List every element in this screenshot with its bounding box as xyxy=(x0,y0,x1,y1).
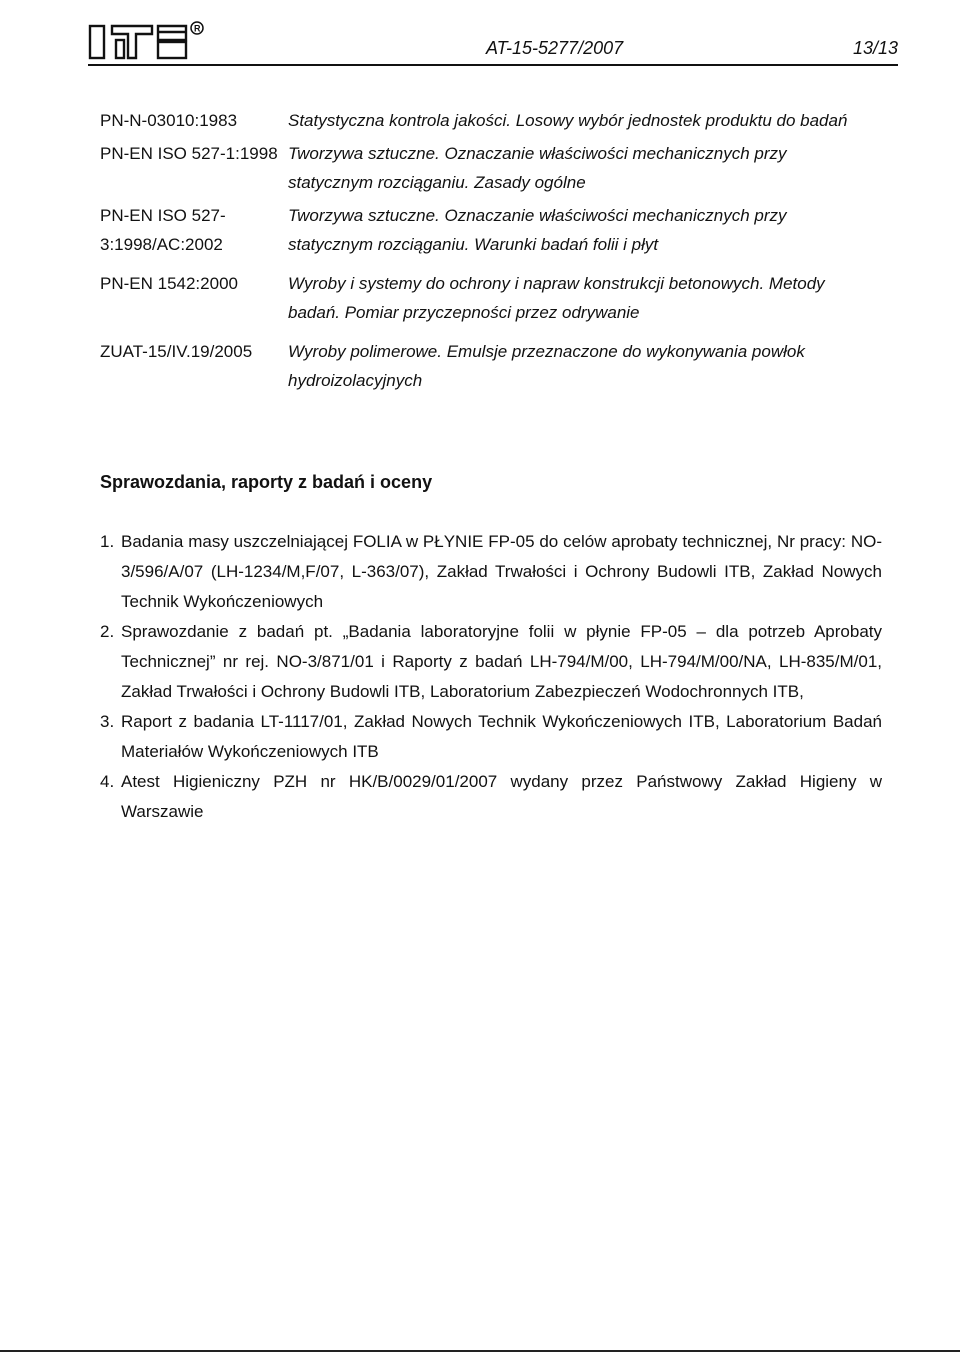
page-number: 13/13 xyxy=(852,38,898,58)
report-text: Raport z badania LT-1117/01, Zakład Nowych Technik Wykończeniowych ITB, Laboratorium Badań Materiałów Wykończeniowych ITB xyxy=(121,712,882,761)
report-text: Badania masy uszczelniającej FOLIA w PŁYNIE FP-05 do celów aprobaty technicznej, Nr pracy: NO-3/596/A/07 (LH-1234/M,F/07, L-363/07), Zakład Trwałości i Ochrony Budowli ITB, Zakład Nowych Technik Wykończeniowych xyxy=(121,532,882,611)
standard-code: PN-N-03010:1983 xyxy=(100,111,238,130)
report-number: 3. xyxy=(100,712,115,731)
standard-entry xyxy=(100,337,860,395)
reports-list xyxy=(100,527,882,827)
report-item xyxy=(100,527,882,617)
standard-description: Wyroby polimerowe. Emulsje przeznaczone do wykonywania powłok hydroizolacyjnych xyxy=(288,342,805,390)
standard-code: PN-EN 1542:2000 xyxy=(100,274,238,293)
standard-description: Tworzywa sztuczne. Oznaczanie właściwości mechanicznych przy statycznym rozciąganiu. Zasady ogólne xyxy=(288,144,787,192)
report-number: 1. xyxy=(100,532,115,551)
report-text: Sprawozdanie z badań pt. „Badania laboratoryjne folii w płynie FP-05 – dla potrzeb Aprobaty Technicznej” nr rej. NO-3/871/01 i Raporty z badań LH-794/M/00, LH-794/M/00/NA, LH-835/M/01, Zakład Trwałości i Ochrony Budowli ITB, Laboratorium Zabezpieczeń Wodochronnych ITB, xyxy=(121,622,882,701)
standard-entry xyxy=(100,106,860,135)
report-item xyxy=(100,707,882,767)
standard-description: Wyroby i systemy do ochrony i napraw konstrukcji betonowych. Metody badań. Pomiar przyczepności przez odrywanie xyxy=(288,274,825,322)
standard-description: Statystyczna kontrola jakości. Losowy wybór jednostek produktu do badań xyxy=(288,111,848,130)
standards-list xyxy=(100,106,860,395)
report-number: 2. xyxy=(100,622,115,641)
report-item xyxy=(100,617,882,707)
standard-description: Tworzywa sztuczne. Oznaczanie właściwości mechanicznych przy statycznym rozciąganiu. Warunki badań folii i płyt xyxy=(288,206,787,254)
standard-entry xyxy=(100,269,860,327)
header-divider xyxy=(88,64,898,66)
report-text: Atest Higieniczny PZH nr HK/B/0029/01/2007 wydany przez Państwowy Zakład Higieny w Warszawie xyxy=(121,772,882,821)
itb-logo xyxy=(88,20,208,62)
standard-entry xyxy=(100,201,860,259)
standard-code: PN-EN ISO 527-1:1998 xyxy=(100,144,278,163)
svg-text:R: R xyxy=(194,23,201,34)
bottom-divider xyxy=(0,1350,960,1352)
standard-code: ZUAT-15/IV.19/2005 xyxy=(100,342,253,361)
report-number: 4. xyxy=(100,772,115,791)
standard-code: PN-EN ISO 527-3:1998/AC:2002 xyxy=(100,206,226,254)
page-header xyxy=(88,14,898,66)
document-number: AT-15-5277/2007 xyxy=(486,38,624,58)
section-heading: Sprawozdania, raporty z badań i oceny xyxy=(100,472,433,492)
report-item xyxy=(100,767,882,827)
standard-entry xyxy=(100,139,860,197)
